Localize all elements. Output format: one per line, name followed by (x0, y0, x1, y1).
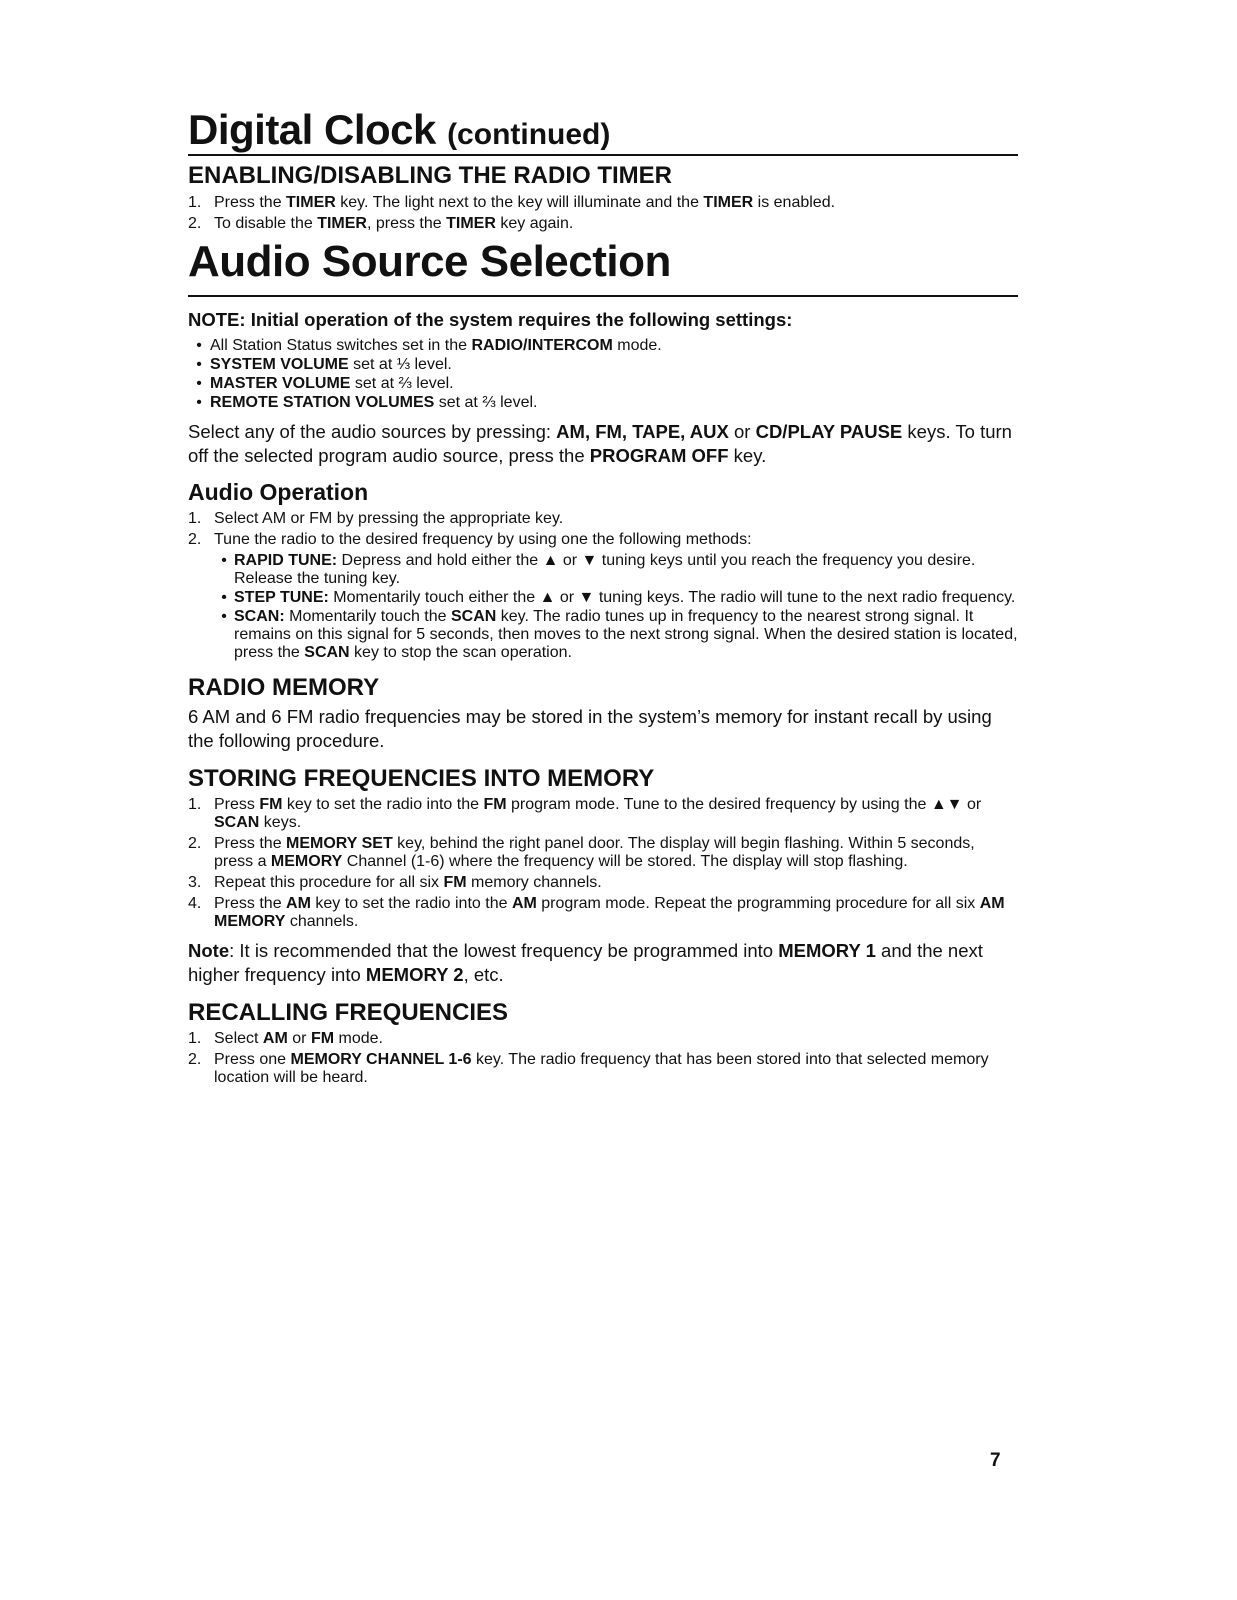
bold-text: MEMORY CHANNEL 1-6 (290, 1051, 472, 1069)
memory-order-note (188, 939, 1018, 986)
bold-text: FM (443, 874, 467, 892)
bold-text: TIMER (446, 214, 496, 232)
list-number: 1. (188, 509, 202, 527)
text-run: Momentarily touch the (284, 607, 451, 625)
list-item-text (234, 552, 1018, 588)
list-number: 1. (188, 193, 202, 211)
text-run: Press the (214, 193, 287, 211)
recalling-frequencies-heading: RECALLING FREQUENCIES (188, 998, 509, 1026)
list-item-text (210, 356, 1018, 374)
text-run: , etc. (463, 963, 504, 985)
text-run: Press the (214, 835, 287, 853)
list-item-text (214, 796, 1018, 832)
text-run: set at ⅓ level. (348, 355, 452, 373)
text-run: To disable the (214, 214, 318, 232)
bold-text: FM (310, 1030, 335, 1048)
bold-text: SCAN (450, 607, 497, 625)
bullet-icon: • (196, 355, 202, 373)
list-item (188, 375, 1018, 393)
text-run: : It is recommended that the lowest frequency be programmed into (229, 940, 779, 962)
recalling-frequencies-steps (188, 1030, 1018, 1087)
radio-timer-steps (188, 194, 1018, 233)
manual-page (188, 108, 1018, 1090)
list-number: 2. (188, 214, 202, 232)
list-item-text (210, 337, 1018, 355)
list-item (188, 394, 1018, 412)
text-run: key, behind the right panel door. The display will begin flashing. Within 5 seconds, press a (214, 835, 975, 871)
text-run: or (962, 796, 982, 814)
bold-text: CD/PLAY PAUSE (755, 420, 903, 442)
list-item-text (214, 215, 1018, 233)
bold-text: AM, FM, TAPE, AUX (556, 420, 729, 442)
list-item (214, 608, 1018, 662)
bold-text: MEMORY 1 (778, 940, 876, 962)
text-run: key to stop the scan operation. (349, 643, 572, 661)
text-run: Channel (1-6) where the frequency will be stored. The display will stop flashing. (342, 853, 908, 871)
bold-text: ▲▼ (930, 796, 963, 814)
list-item (188, 895, 1018, 931)
initial-settings-list (188, 337, 1018, 412)
text-run: key. The radio tunes up in frequency to the nearest strong signal. It remains on this signal for 5 seconds, then moves to the next strong signal. When the desired station is located, press the (234, 607, 1018, 661)
text-run: Select AM or FM by pressing the appropriate key. (214, 509, 564, 527)
bold-text: FM (483, 796, 507, 814)
radio-timer-heading: ENABLING/DISABLING THE RADIO TIMER (188, 162, 672, 190)
text-run: and the next higher frequency into (188, 940, 983, 985)
bold-text: AM (286, 895, 311, 913)
bold-text: Note (188, 940, 230, 962)
list-number: 2. (188, 530, 202, 548)
list-item (214, 552, 1018, 588)
text-run: or (287, 1030, 311, 1048)
list-item (188, 1051, 1018, 1087)
bullet-icon: • (196, 393, 202, 411)
bold-text: FM (259, 796, 283, 814)
text-run: key again. (495, 214, 574, 232)
text-run: mode. (612, 336, 662, 354)
audio-operation-heading: Audio Operation (188, 479, 369, 506)
text-run: key. (728, 444, 767, 466)
text-run: mode. (334, 1030, 383, 1048)
list-number: 1. (188, 796, 202, 814)
text-run: key. The radio frequency that has been stored into that selected memory location will be heard. (214, 1051, 989, 1087)
list-item (188, 835, 1018, 871)
bold-text: SCAN: (234, 607, 285, 625)
bold-text: MASTER VOLUME (210, 374, 351, 392)
list-item (214, 589, 1018, 607)
list-item (188, 531, 1018, 549)
list-item-text (234, 608, 1018, 662)
text-run: key to set the radio into the (310, 895, 512, 913)
radio-memory-heading: RADIO MEMORY (188, 673, 380, 701)
bold-text: TIMER (286, 193, 336, 211)
list-number: 4. (188, 895, 202, 913)
text-run: Press the (214, 895, 287, 913)
storing-frequencies-heading: STORING FREQUENCIES INTO MEMORY (188, 764, 655, 792)
bold-text: MEMORY SET (286, 835, 393, 853)
bold-text: TIMER (703, 193, 754, 211)
audio-source-paragraph (188, 420, 1018, 467)
bold-text: RAPID TUNE: (234, 551, 338, 569)
text-run: program mode. Tune to the desired frequency by using the (506, 796, 931, 814)
bold-text: MEMORY (270, 853, 343, 871)
text-run: is enabled. (753, 193, 836, 211)
text-run: Momentarily touch either the ▲ or ▼ tuning keys. The radio will tune to the next radio frequency. (328, 588, 1016, 606)
storing-frequencies-steps (188, 796, 1018, 931)
list-item (188, 874, 1018, 892)
bold-text: AM (262, 1030, 288, 1048)
list-item-text (210, 394, 1018, 412)
digital-clock-title (188, 108, 1018, 156)
list-item (188, 796, 1018, 832)
text-run: key. The light next to the key will illuminate and the (335, 193, 704, 211)
bold-text: SYSTEM VOLUME (210, 355, 349, 373)
text-run: keys. To turn off the selected program audio source, press the (188, 420, 1012, 466)
radio-memory-paragraph: 6 AM and 6 FM radio frequencies may be stored in the system’s memory for instant recall by using the following procedure. (188, 706, 992, 751)
bold-text: AM MEMORY (214, 895, 1005, 931)
list-item-text (214, 531, 1018, 549)
list-item (188, 194, 1018, 212)
bold-text: SCAN (214, 814, 260, 832)
bullet-icon: • (196, 336, 202, 354)
text-run: key to set the radio into the (282, 796, 484, 814)
list-item-text (214, 835, 1018, 871)
text-run: memory channels. (466, 874, 602, 892)
bullet-icon: • (221, 588, 227, 606)
initial-settings-note: NOTE: Initial operation of the system requires the following settings: (188, 308, 793, 330)
list-item (188, 356, 1018, 374)
list-number: 2. (188, 1051, 202, 1069)
bold-text: STEP TUNE: (234, 588, 329, 606)
list-item-text (214, 510, 1018, 528)
list-item-text (214, 895, 1018, 931)
list-item-text (214, 1051, 1018, 1087)
text-run: program mode. Repeat the programming procedure for all six (536, 895, 980, 913)
bold-text: REMOTE STATION VOLUMES (210, 393, 435, 411)
text-run: Tune the radio to the desired frequency by using one the following methods: (214, 530, 752, 548)
bullet-icon: • (196, 374, 202, 392)
list-item (188, 337, 1018, 355)
text-run: or (728, 420, 756, 442)
page-number: 7 (990, 1450, 1001, 1471)
list-item-text (214, 194, 1018, 212)
bold-text: SCAN (304, 643, 350, 661)
text-run: set at ⅔ level. (434, 393, 538, 411)
list-item (188, 1030, 1018, 1048)
list-item-text (214, 874, 1018, 892)
text-run: Select (214, 1030, 263, 1048)
text-run: Depress and hold either the ▲ or ▼ tuning keys until you reach the frequency you desire. Release the tuning key. (234, 551, 976, 587)
audio-source-title: Audio Source Selection (188, 239, 1018, 297)
text-run: Press one (214, 1051, 291, 1069)
list-item-text (234, 589, 1018, 607)
bold-text: TIMER (317, 214, 367, 232)
digital-clock-title-sub: (continued) (447, 118, 611, 151)
bullet-icon: • (221, 607, 227, 625)
tuning-methods-list (214, 552, 1018, 662)
digital-clock-title-main: Digital Clock (188, 106, 436, 153)
text-run: , press the (366, 214, 447, 232)
list-item (188, 510, 1018, 528)
list-item-text (210, 375, 1018, 393)
list-number: 3. (188, 874, 202, 892)
text-run: keys. (259, 814, 302, 832)
bold-text: RADIO/INTERCOM (471, 336, 613, 354)
audio-operation-steps (188, 510, 1018, 549)
bold-text: AM (511, 895, 537, 913)
text-run: Select any of the audio sources by pressing: (188, 420, 557, 442)
text-run: Repeat this procedure for all six (214, 874, 444, 892)
list-number: 1. (188, 1030, 202, 1048)
bullet-icon: • (221, 551, 227, 569)
list-item (188, 215, 1018, 233)
text-run: channels. (285, 913, 359, 931)
text-run: Press (214, 796, 260, 814)
text-run: set at ⅔ level. (350, 374, 454, 392)
list-number: 2. (188, 835, 202, 853)
bold-text: MEMORY 2 (365, 963, 464, 985)
text-run: All Station Status switches set in the (210, 336, 472, 354)
list-item-text (214, 1030, 1018, 1048)
bold-text: PROGRAM OFF (589, 444, 729, 466)
